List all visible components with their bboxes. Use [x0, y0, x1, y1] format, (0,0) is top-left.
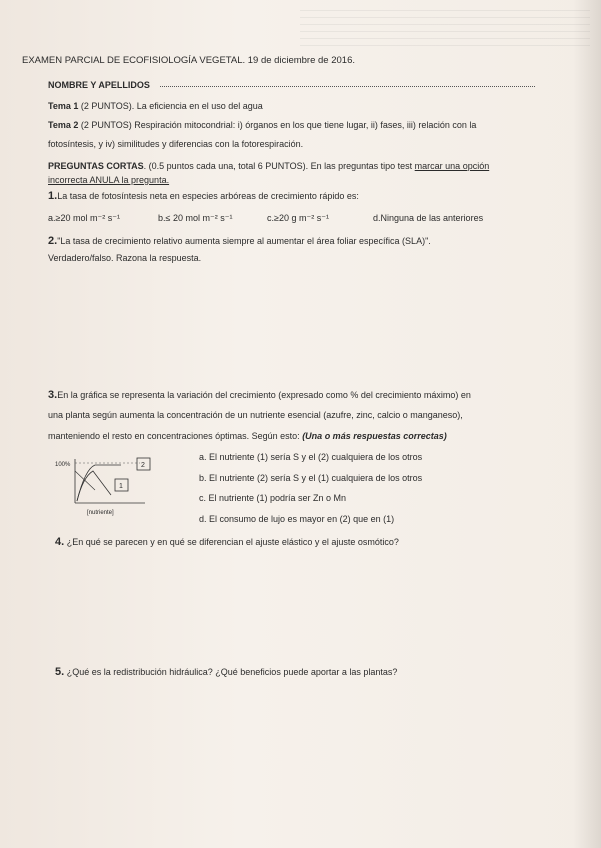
tema-1: [48, 101, 263, 112]
name-label: NOMBRE Y APELLIDOS: [48, 80, 150, 90]
arrow-line: [75, 471, 95, 490]
tema-1-text: (2 PUNTOS). La eficiencia en el uso del agua: [80, 101, 263, 111]
q2-stem: [48, 236, 431, 247]
q1-number: 1.: [48, 190, 58, 202]
box-2-label: 2: [141, 462, 145, 469]
q1-stem: [48, 191, 359, 202]
bleed-through: [300, 6, 590, 46]
preguntas-intro: [48, 161, 489, 172]
q1-option-c[interactable]: c.≥20 g m⁻² s⁻¹: [267, 213, 329, 223]
q5-stem: [55, 667, 397, 678]
box-1-label: 1: [119, 483, 123, 490]
q4-number: 4.: [55, 536, 65, 548]
tema-2-text: (2 PUNTOS) Respiración mitocondrial: i) órganos en los que tiene lugar, ii) fases, iii) relación con la: [80, 120, 477, 130]
q1-option-d[interactable]: d.Ninguna de las anteriores: [373, 213, 484, 223]
growth-diagram: [55, 455, 165, 517]
preguntas-warning-cont: incorrecta ANULA la pregunta.: [48, 175, 170, 185]
curve-1: [77, 471, 111, 501]
q2-text: "La tasa de crecimiento relativo aumenta siempre al aumentar el área foliar específica (SLA)".: [57, 236, 431, 246]
y-label-100: 100%: [55, 462, 71, 468]
q3-text: En la gráfica se representa la variación del crecimiento (expresado como % del crecimiento máximo) en: [57, 390, 471, 400]
q3-option-a[interactable]: a. El nutriente (1) sería S y el (2) cualquiera de los otros: [199, 452, 423, 462]
q3-text-cont: una planta según aumenta la concentración de un nutriente esencial (azufre, zinc, calcio o manganeso),: [48, 410, 463, 420]
tema-1-label: Tema 1: [48, 101, 79, 111]
q3-option-c[interactable]: c. El nutriente (1) podría ser Zn o Mn: [199, 493, 347, 503]
tema-2-label: Tema 2: [48, 120, 79, 130]
tema-2-text-cont: fotosíntesis, y iv) similitudes y diferencias con la fotorespiración.: [48, 139, 304, 149]
q3-text-cont-2: [48, 431, 447, 442]
q3-number: 3.: [48, 389, 58, 401]
tema-2: [48, 120, 476, 131]
q1-option-b[interactable]: b.≤ 20 mol m⁻² s⁻¹: [158, 213, 233, 223]
q5-text: ¿Qué es la redistribución hidráulica? ¿Qué beneficios puede aportar a las plantas?: [66, 667, 398, 677]
q4-stem: [55, 537, 399, 548]
name-dotted-line: [160, 86, 535, 87]
q1-text: La tasa de fotosíntesis neta en especies arbóreas de crecimiento rápido es:: [57, 191, 359, 201]
q3-stem: [48, 390, 471, 401]
q3-option-d[interactable]: d. El consumo de lujo es mayor en (2) que en (1): [199, 514, 395, 524]
page-shadow: [573, 0, 601, 848]
q5-number: 5.: [55, 666, 65, 678]
q3-text-3: manteniendo el resto en concentraciones óptimas. Según esto:: [48, 431, 300, 441]
preguntas-label: PREGUNTAS CORTAS: [48, 161, 144, 171]
preguntas-intro-text: . (0.5 puntos cada una, total 6 PUNTOS). En las preguntas tipo test: [143, 161, 413, 171]
q4-text: ¿En qué se parecen y en qué se diferencian el ajuste elástico y el ajuste osmótico?: [66, 537, 399, 547]
q1-option-a[interactable]: a.≥20 mol m⁻² s⁻¹: [48, 213, 120, 223]
q2-text-cont: Verdadero/falso. Razona la respuesta.: [48, 253, 202, 263]
exam-title: EXAMEN PARCIAL DE ECOFISIOLOGÍA VEGETAL. 19 de diciembre de 2016.: [22, 55, 355, 66]
x-label: [nutriente]: [87, 510, 114, 516]
preguntas-warning: marcar una opción: [414, 161, 490, 171]
q3-instruction: (Una o más respuestas correctas): [302, 431, 447, 441]
q3-option-b[interactable]: b. El nutriente (2) sería S y el (1) cualquiera de los otros: [199, 473, 423, 483]
q2-number: 2.: [48, 235, 58, 247]
